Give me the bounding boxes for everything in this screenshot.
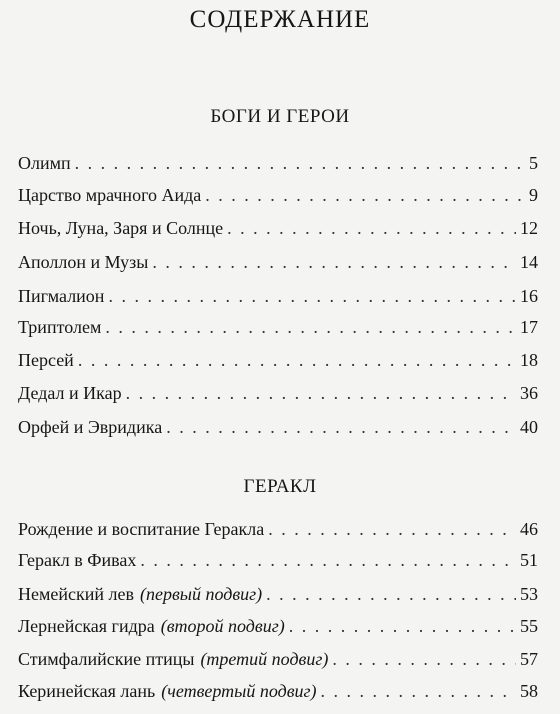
- toc-entry-title: Аполлон и Музы: [18, 252, 149, 272]
- toc-entry-page: 57: [520, 649, 538, 669]
- section-heading-heracles: ГЕРАКЛ: [243, 476, 317, 497]
- toc-entry-page: 55: [520, 616, 538, 636]
- page-title: СОДЕРЖАНИЕ: [189, 6, 371, 33]
- toc-entry: [18, 249, 538, 275]
- toc-entry-title: Дедал и Икар: [18, 383, 122, 403]
- toc-entry-page: 53: [520, 584, 538, 604]
- toc-entry-title: Геракл в Фивах: [18, 550, 137, 570]
- toc-entry: [18, 646, 538, 672]
- toc-entry: [18, 547, 538, 573]
- toc-entry: [18, 283, 538, 309]
- toc-entry-title: Царство мрачного Аида: [18, 185, 202, 205]
- dot-leader: [108, 283, 516, 309]
- toc-entry: [18, 150, 538, 176]
- toc-entry-title: Немейский лев: [18, 584, 134, 604]
- dot-leader: [140, 547, 516, 573]
- toc-entry: [18, 347, 538, 373]
- toc-entry: [18, 581, 538, 607]
- toc-entry-title: Орфей и Эвридика: [18, 417, 163, 437]
- toc-entry-title: Лернейская гидра: [18, 616, 155, 636]
- toc-entry: [18, 414, 538, 440]
- dot-leader: [289, 613, 516, 639]
- toc-entry: [18, 678, 538, 704]
- toc-entry-title: Триптолем: [18, 317, 102, 337]
- toc-entry-subtitle: (первый подвиг): [139, 584, 263, 604]
- toc-entry-page: 17: [520, 317, 538, 337]
- toc-entry-title: Ночь, Луна, Заря и Солнце: [18, 218, 224, 238]
- dot-leader: [321, 678, 516, 704]
- dot-leader: [227, 215, 516, 241]
- toc-entry-page: 5: [529, 153, 538, 173]
- toc-entry-page: 9: [529, 185, 538, 205]
- dot-leader: [75, 150, 525, 176]
- toc-entry-subtitle: (третий подвиг): [200, 649, 329, 669]
- dot-leader: [126, 380, 516, 406]
- toc-entry-title: Керинейская лань: [18, 681, 156, 701]
- dot-leader: [105, 314, 516, 340]
- toc-entry-title: Пигмалион: [18, 286, 105, 306]
- toc-entry-page: 18: [520, 350, 538, 370]
- toc-entry: [18, 380, 538, 406]
- dot-leader: [152, 249, 516, 275]
- toc-entry: [18, 182, 538, 208]
- toc-entry-title: Рождение и воспитание Геракла: [18, 519, 265, 539]
- toc-entry: [18, 215, 538, 241]
- toc-entry-page: 36: [520, 383, 538, 403]
- dot-leader: [332, 646, 516, 672]
- toc-entry-title: Стимфалийские птицы: [18, 649, 195, 669]
- dot-leader: [166, 414, 516, 440]
- toc-entry-page: 46: [520, 519, 538, 539]
- toc-entry-page: 58: [520, 681, 538, 701]
- section-heading-gods-and-heroes: БОГИ И ГЕРОИ: [210, 106, 350, 127]
- toc-entry: [18, 516, 538, 542]
- toc-entry: [18, 613, 538, 639]
- dot-leader: [268, 516, 516, 542]
- toc-entry-page: 16: [520, 286, 538, 306]
- toc-entry-subtitle: (четвертый подвиг): [161, 681, 317, 701]
- toc-entry: [18, 314, 538, 340]
- toc-entry-title: Персей: [18, 350, 74, 370]
- toc-entry-title: Олимп: [18, 153, 71, 173]
- toc-entry-page: 51: [520, 550, 538, 570]
- toc-entry-subtitle: (второй подвиг): [160, 616, 285, 636]
- dot-leader: [78, 347, 516, 373]
- toc-entry-page: 40: [520, 417, 538, 437]
- toc-entry-page: 14: [520, 252, 538, 272]
- toc-entry-page: 12: [520, 218, 538, 238]
- dot-leader: [266, 581, 516, 607]
- dot-leader: [205, 182, 525, 208]
